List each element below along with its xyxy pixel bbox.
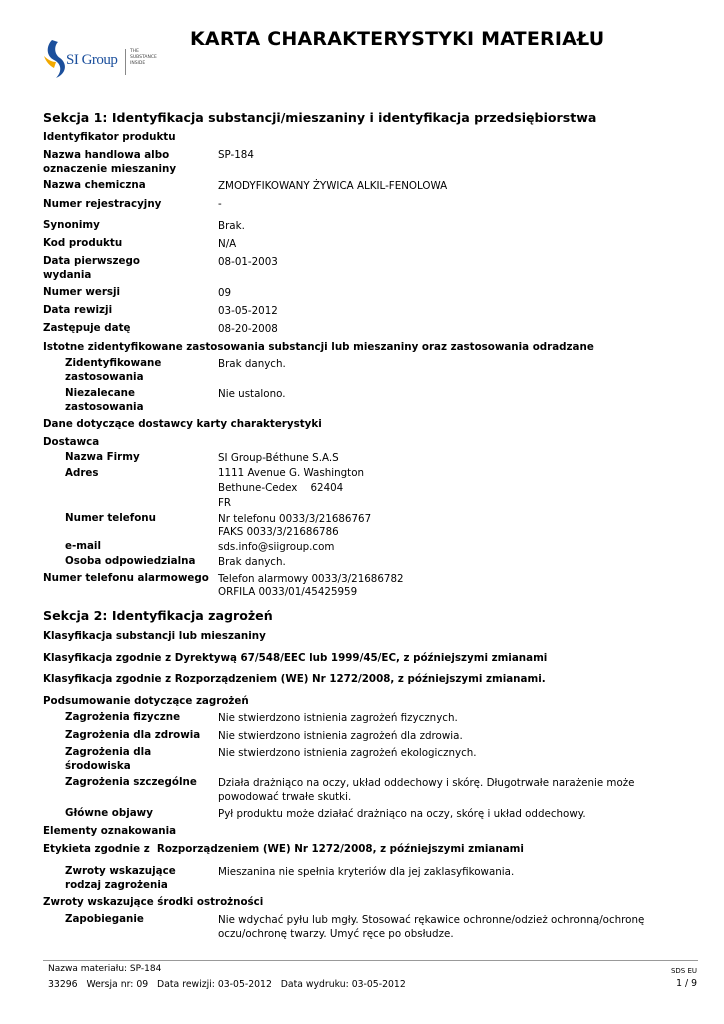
footer-material-name: Nazwa materiału: SP-184: [48, 964, 162, 974]
physical-hazards-value: Nie stwierdzono istnienia zagrożeń fizycznych.: [218, 712, 458, 724]
hazard-statements-label: Zwroty wskazujące rodzaj zagrożenia: [65, 865, 176, 891]
revision-date-label: Data rewizji: [43, 304, 113, 316]
registration-number-label: Numer rejestracyjny: [43, 198, 162, 210]
company-label: Nazwa Firmy: [65, 451, 140, 463]
uses-advised-against-label: Niezalecane zastosowania: [65, 387, 144, 413]
emergency-line-1: Telefon alarmowy 0033/3/21686782: [218, 573, 404, 585]
phone-line-2: FAKS 0033/3/21686786: [218, 526, 339, 538]
classification-regulation: Klasyfikacja zgodnie z Rozporządzeniem (WE) Nr 1272/2008, z późniejszymi zmianami.: [43, 673, 546, 685]
label-elements-heading: Elementy oznakowania: [43, 825, 177, 837]
health-hazards-label: Zagrożenia dla zdrowia: [65, 729, 201, 741]
trade-name-label: Nazwa handlowa albo oznaczenie mieszaniny: [43, 149, 177, 175]
main-symptoms-value: Pył produktu może działać drażniąco na oczy, skórę i układ oddechowy.: [218, 808, 586, 820]
document-title: KARTA CHARAKTERYSTYKI MATERIAŁU: [190, 28, 605, 50]
hazard-statements-value: Mieszanina nie spełnia kryteriów dla jej zaklasyfikowania.: [218, 866, 515, 878]
uses-heading: Istotne zidentyfikowane zastosowania substancji lub mieszaniny oraz zastosowania odradzane: [43, 341, 594, 353]
address-label: Adres: [65, 467, 99, 479]
main-symptoms-label: Główne objawy: [65, 807, 153, 819]
logo-tagline: THE SUBSTANCE INSIDE: [130, 49, 157, 66]
emergency-phone-label: Numer telefonu alarmowego: [43, 572, 209, 584]
footer-divider: [43, 960, 698, 961]
classification-heading: Klasyfikacja substancji lub mieszaniny: [43, 630, 266, 642]
prevention-value: Nie wdychać pyłu lub mgły. Stosować rękawice ochronne/odzież ochronną/ochronę oczu/ochronę twarzy. Umyć ręce po obsłudze.: [218, 914, 645, 940]
specific-hazards-label: Zagrożenia szczególne: [65, 776, 197, 788]
revision-date-value: 03-05-2012: [218, 305, 278, 317]
specific-hazards-value: Działa drażniąco na oczy, układ oddechowy i skórę. Długotrwałe narażenie może powodować trwałe skutki.: [218, 777, 635, 803]
product-code-label: Kod produktu: [43, 237, 123, 249]
address-line-1: 1111 Avenue G. Washington: [218, 467, 365, 479]
emergency-line-2: ORFILA 0033/01/45425959: [218, 586, 358, 598]
registration-number-value: -: [218, 198, 222, 210]
contact-person-label: Osoba odpowiedzialna: [65, 555, 196, 567]
synonyms-value: Brak.: [218, 220, 245, 232]
address-line-3: FR: [218, 497, 232, 509]
si-group-logo: [42, 38, 182, 82]
supplier-heading: Dane dotyczące dostawcy karty charakterystyki: [43, 418, 322, 430]
phone-line-1: Nr telefonu 0033/3/21686767: [218, 513, 372, 525]
chemical-name-label: Nazwa chemiczna: [43, 179, 146, 191]
synonyms-label: Synonimy: [43, 219, 100, 231]
identified-uses-value: Brak danych.: [218, 358, 286, 370]
email-value[interactable]: sds.info@siigroup.com: [218, 541, 335, 553]
supersedes-value: 08-20-2008: [218, 323, 278, 335]
uses-advised-against-value: Nie ustalono.: [218, 388, 286, 400]
company-value: SI Group-Béthune S.A.S: [218, 452, 339, 464]
address-line-2: Bethune-Cedex 62404: [218, 482, 344, 494]
version-value: 09: [218, 287, 232, 299]
section1-heading: Sekcja 1: Identyfikacja substancji/mieszaniny i identyfikacja przedsiębiorstwa: [43, 110, 597, 125]
footer-page-number: 1 / 9: [676, 978, 697, 989]
email-label: e-mail: [65, 540, 101, 552]
chemical-name-value: ZMODYFIKOWANY ŻYWICA ALKIL-FENOLOWA: [218, 180, 448, 192]
supplier-subheading: Dostawca: [43, 436, 100, 448]
hazard-summary-heading: Podsumowanie dotyczące zagrożeń: [43, 695, 249, 707]
first-issue-label: Data pierwszego wydania: [43, 255, 140, 281]
logo-brand: SI Group: [66, 52, 118, 68]
label-regulation-heading: Etykieta zgodnie z Rozporządzeniem (WE) Nr 1272/2008, z późniejszymi zmianami: [43, 843, 524, 855]
product-code-value: N/A: [218, 238, 237, 250]
environmental-hazards-label: Zagrożenia dla środowiska: [65, 746, 152, 772]
footer-meta: 33296 Wersja nr: 09 Data rewizji: 03-05-2012 Data wydruku: 03-05-2012: [48, 979, 406, 990]
footer-sds-label: SDS EU: [670, 967, 697, 975]
classification-directive: Klasyfikacja zgodnie z Dyrektywą 67/548/EEC lub 1999/45/EC, z późniejszymi zmianami: [43, 652, 548, 664]
health-hazards-value: Nie stwierdzono istnienia zagrożeń dla zdrowia.: [218, 730, 463, 742]
first-issue-value: 08-01-2003: [218, 256, 278, 268]
contact-person-value: Brak danych.: [218, 556, 286, 568]
product-identifier-heading: Identyfikator produktu: [43, 131, 176, 143]
version-label: Numer wersji: [43, 286, 121, 298]
prevention-label: Zapobieganie: [65, 913, 144, 925]
identified-uses-label: Zidentyfikowane zastosowania: [65, 357, 162, 383]
supersedes-label: Zastępuje datę: [43, 322, 131, 334]
physical-hazards-label: Zagrożenia fizyczne: [65, 711, 181, 723]
trade-name-value: SP-184: [218, 149, 254, 161]
section2-heading: Sekcja 2: Identyfikacja zagrożeń: [43, 608, 273, 623]
phone-label: Numer telefonu: [65, 512, 156, 524]
environmental-hazards-value: Nie stwierdzono istnienia zagrożeń ekologicznych.: [218, 747, 477, 759]
precaution-heading: Zwroty wskazujące środki ostrożności: [43, 896, 264, 908]
